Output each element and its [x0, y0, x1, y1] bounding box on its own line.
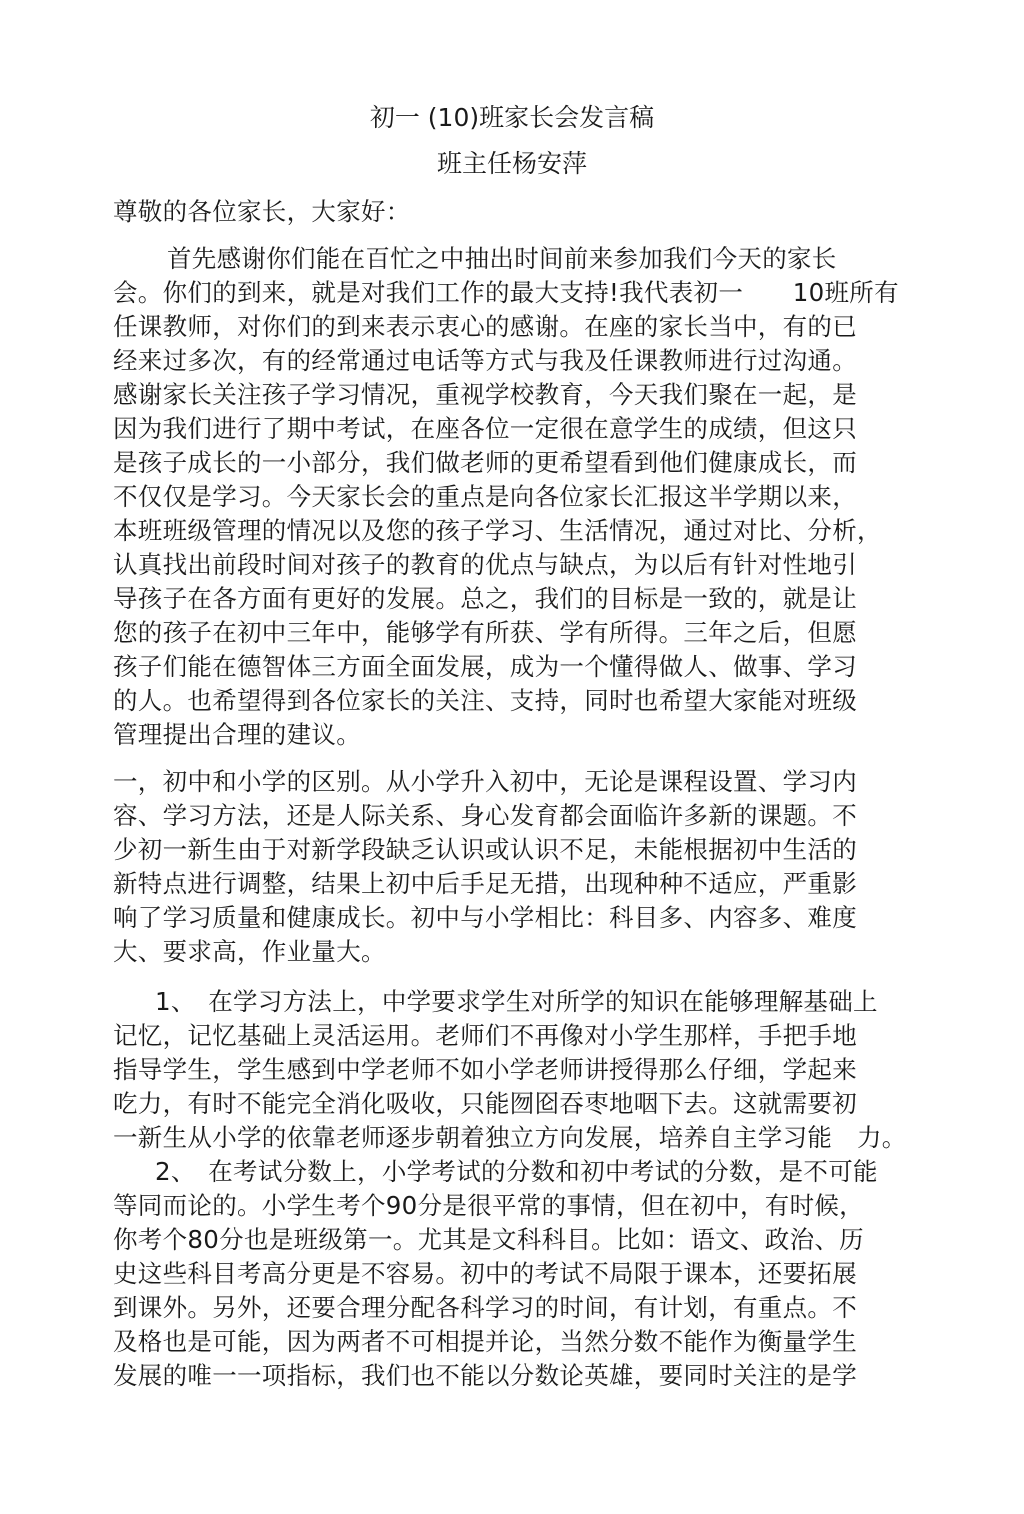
- text-line: 是孩子成长的一小部分，我们做老师的更希望看到他们健康成长，而: [113, 448, 857, 477]
- text-line: 经来过多次，有的经常通过电话等方式与我及任课教师进行过沟通。: [113, 346, 857, 375]
- document-author: 班主任杨安萍: [436, 149, 587, 178]
- text-line: 发展的唯一一项指标，我们也不能以分数论英雄，要同时关注的是学: [113, 1361, 857, 1390]
- text-line: 认真找出前段时间对孩子的教育的优点与缺点，为以后有针对性地引: [113, 550, 857, 579]
- text-line: 因为我们进行了期中考试，在座各位一定很在意学生的成绩，但这只: [113, 414, 857, 443]
- text-line: 不仅仅是学习。今天家长会的重点是向各位家长汇报这半学期以来，: [113, 482, 857, 511]
- text-line: 一新生从小学的依靠老师逐步朝着独立方向发展，培养自主学习能 力。: [113, 1123, 907, 1152]
- text-line: 您的孩子在初中三年中，能够学有所获、学有所得。三年之后，但愿: [113, 618, 857, 647]
- text-line: 孩子们能在德智体三方面全面发展，成为一个懂得做人、做事、学习: [113, 652, 857, 681]
- text-line: 史这些科目考高分更是不容易。初中的考试不局限于课本，还要拓展: [113, 1259, 857, 1288]
- text-line: 一，初中和小学的区别。从小学升入初中，无论是课程设置、学习内: [113, 767, 857, 796]
- text-line: 容、学习方法，还是人际关系、身心发育都会面临许多新的课题。不: [113, 801, 857, 830]
- greeting: 尊敬的各位家长，大家好：: [113, 197, 411, 226]
- text-line: 少初一新生由于对新学段缺乏认识或认识不足，未能根据初中生活的: [113, 835, 857, 864]
- text-line: 到课外。另外，还要合理分配各科学习的时间，有计划，有重点。不: [113, 1293, 857, 1322]
- text-line: 大、要求高，作业量大。: [113, 937, 386, 966]
- text-line: 1、 在学习方法上，中学要求学生对所学的知识在能够理解基础上: [155, 987, 878, 1016]
- text-line: 指导学生，学生感到中学老师不如小学老师讲授得那么仔细，学起来: [113, 1055, 857, 1084]
- text-line: 管理提出合理的建议。: [113, 720, 361, 749]
- text-line: 导孩子在各方面有更好的发展。总之，我们的目标是一致的，就是让: [113, 584, 857, 613]
- text-line: 会。你们的到来，就是对我们工作的最大支持!我代表初一 10班所有: [113, 278, 899, 307]
- text-line: 2、 在考试分数上，小学考试的分数和初中考试的分数，是不可能: [155, 1157, 878, 1186]
- text-line: 首先感谢你们能在百忙之中抽出时间前来参加我们今天的家长: [167, 244, 837, 273]
- text-line: 吃力，有时不能完全消化吸收，只能囫囵吞枣地咽下去。这就需要初: [113, 1089, 857, 1118]
- text-line: 等同而论的。小学生考个90分是很平常的事情，但在初中，有时候，: [113, 1191, 864, 1220]
- text-line: 的人。也希望得到各位家长的关注、支持，同时也希望大家能对班级: [113, 686, 857, 715]
- text-line: 新特点进行调整，结果上初中后手足无措，出现种种不适应，严重影: [113, 869, 857, 898]
- text-line: 任课教师，对你们的到来表示衷心的感谢。在座的家长当中，有的已: [113, 312, 857, 341]
- text-line: 记忆，记忆基础上灵活运用。老师们不再像对小学生那样，手把手地: [113, 1021, 857, 1050]
- text-line: 及格也是可能，因为两者不可相提并论，当然分数不能作为衡量学生: [113, 1327, 857, 1356]
- text-line: 本班班级管理的情况以及您的孩子学习、生活情况，通过对比、分析，: [113, 516, 882, 545]
- text-line: 感谢家长关注孩子学习情况，重视学校教育，今天我们聚在一起，是: [113, 380, 857, 409]
- text-line: 响了学习质量和健康成长。初中与小学相比：科目多、内容多、难度: [113, 903, 857, 932]
- document-title: 初一 (10)班家长会发言稿: [369, 103, 655, 132]
- text-line: 你考个80分也是班级第一。尤其是文科科目。比如：语文、政治、历: [113, 1225, 864, 1254]
